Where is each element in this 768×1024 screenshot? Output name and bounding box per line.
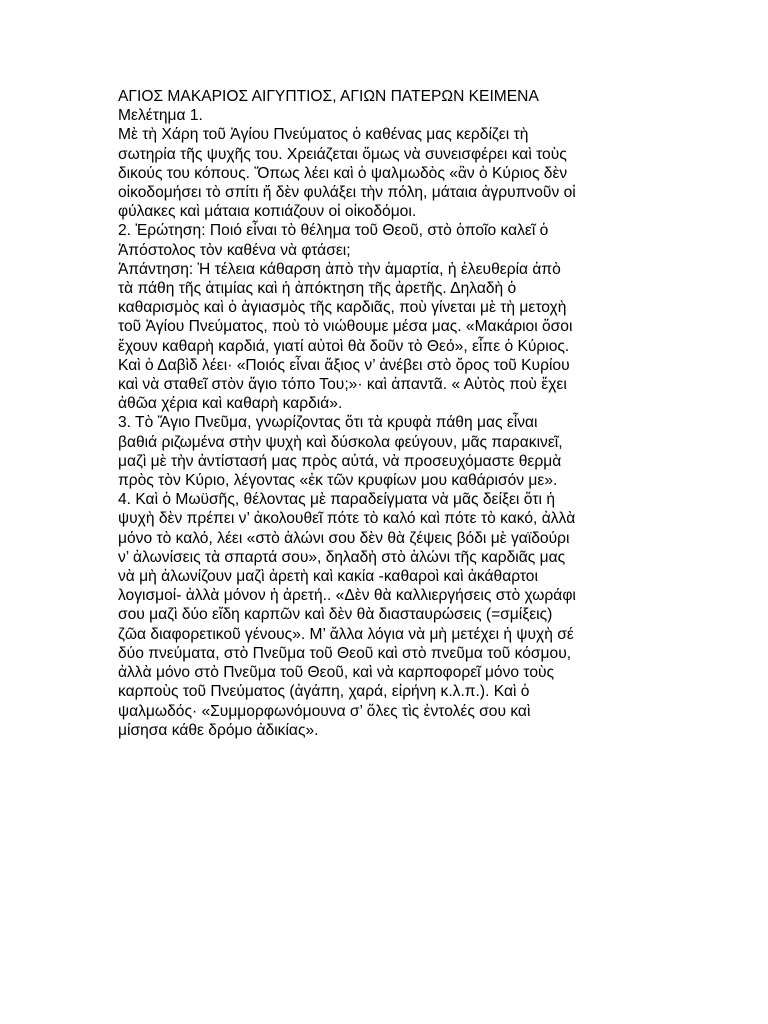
- text-line: μόνο τὸ καλό, λέει «στὸ ἁλώνι σου δὲν θὰ ζέψεις βόδι μὲ γαϊδούρι: [118, 529, 570, 547]
- text-line: σωτηρία τῆς ψυχῆς του. Χρειάζεται ὅμως νὰ συνεισφέρει καὶ τοὺς: [118, 145, 567, 163]
- text-line: Καὶ ὁ Δαβὶδ λέει· «Ποιός εἶναι ἄξιος ν’ ἀνέβει στὸ ὄρος τοῦ Κυρίου: [118, 356, 570, 374]
- text-line: φύλακες καὶ μάταια κοπιάζουν οἱ οἰκοδόμοι.: [118, 203, 417, 221]
- text-line: μίσησα κάθε δρόμο ἀδικίας».: [118, 721, 319, 739]
- text-line: ψυχὴ δὲν πρέπει ν’ ἀκολουθεῖ πότε τὸ καλό καὶ πότε τὸ κακό, ἀλλὰ: [118, 510, 576, 528]
- text-line: βαθιά ριζωμένα στὴν ψυχὴ καὶ δύσκολα φεύγουν, μᾶς παρακινεῖ,: [118, 433, 563, 451]
- text-line: τοῦ Ἁγίου Πνεύματος, ποὺ τὸ νιώθουμε μέσα μας. «Μακάριοι ὅσοι: [118, 318, 573, 336]
- text-line: μαζὶ μὲ τὴν ἀντίστασή μας πρὸς αὐτά, νὰ προσευχόμαστε θερμὰ: [118, 452, 562, 470]
- text-line: ἔχουν καθαρὴ καρδιά, γιατί αὐτοὶ θὰ δοῦν τὸ Θεό», εἶπε ὁ Κύριος.: [118, 337, 570, 355]
- section-heading: Μελέτημα 1.: [118, 107, 203, 125]
- text-line: 4. Καὶ ὁ Μωϋσῆς, θέλοντας μὲ παραδείγματα νὰ μᾶς δείξει ὅτι ἡ: [118, 491, 555, 509]
- text-line: πρὸς τὸν Κύριο, λέγοντας «ἐκ τῶν κρυφίων μου καθάρισόν με».: [118, 472, 558, 490]
- text-line: καρποὺς τοῦ Πνεύματος (ἀγάπη, χαρά, εἰρήνη κ.λ.π.). Καὶ ὁ: [118, 683, 530, 701]
- document-title: ΑΓΙΟΣ ΜΑΚΑΡΙΟΣ ΑΙΓΥΠΤΙΟΣ, ΑΓΙΩΝ ΠΑΤΕΡΩΝ ΚΕΙΜΕΝΑ: [118, 88, 539, 105]
- text-line: 3. Τὸ Ἅγιο Πνεῦμα, γνωρίζοντας ὅτι τὰ κρυφὰ πάθη μας εἶναι: [118, 414, 538, 432]
- text-line: ἀθῶα χέρια καὶ καθαρὴ καρδιά».: [118, 395, 343, 413]
- text-line: νὰ μὴ ἀλωνίζουν μαζὶ ἀρετὴ καὶ κακία -καθαροὶ καὶ ἀκάθαρτοι: [118, 568, 538, 586]
- text-line: ζῶα διαφορετικοῦ γένους». Μ’ ἄλλα λόγια νὰ μὴ μετέχει ἡ ψυχὴ σέ: [118, 625, 574, 643]
- text-line: οἰκοδομήσει τὸ σπίτι ἤ δὲν φυλάξει τὴν πόλη, μάταια ἀγρυπνοῦν οἱ: [118, 184, 576, 202]
- text-line: ν’ ἀλωνίσεις τὰ σπαρτά σου», δηλαδὴ στὸ ἁλώνι τῆς καρδιᾶς μας: [118, 548, 566, 566]
- document-page: [118, 87, 648, 740]
- text-line: δύο πνεύματα, στὸ Πνεῦμα τοῦ Θεοῦ καὶ στὸ πνεῦμα τοῦ κόσμου,: [118, 644, 572, 662]
- text-line: σου μαζὶ δύο εἴδη καρπῶν καὶ δὲν θὰ διασταυρώσεις (=σμίξεις): [118, 606, 553, 624]
- text-line: καὶ νὰ σταθεῖ στὸν ἅγιο τόπο Του;»· καὶ ἀπαντᾶ. « Αὐτὸς ποὺ ἔχει: [118, 376, 567, 394]
- text-line: 2. Ἐρώτηση: Ποιό εἶναι τὸ θέλημα τοῦ Θεοῦ, στὸ ὁποῖο καλεῖ ὁ: [118, 222, 549, 240]
- text-line: Ἀπόστολος τὸν καθένα νὰ φτάσει;: [118, 241, 351, 259]
- text-line: καθαρισμὸς καὶ ὁ ἁγιασμὸς τῆς καρδιᾶς, ποὺ γίνεται μὲ τὴ μετοχὴ: [118, 299, 567, 317]
- text-line: Ἀπάντηση: Ἡ τέλεια κάθαρση ἀπὸ τὴν ἁμαρτία, ἡ ἐλευθερία ἀπὸ: [118, 260, 561, 278]
- text-line: δικούς του κόπους. Ὅπως λέει καὶ ὁ ψαλμωδὸς «ἂν ὁ Κύριος δὲν: [118, 164, 568, 182]
- text-line: ψαλμωδός· «Συμμορφωνόμουνα σ’ ὅλες τὶς ἐντολές σου καὶ: [118, 702, 531, 720]
- text-line: τὰ πάθη τῆς ἀτιμίας καὶ ἡ ἀπόκτηση τῆς ἀρετῆς. Δηλαδὴ ὁ: [118, 280, 517, 298]
- text-line: λογισμοί- ἀλλὰ μόνον ἡ ἀρετή.. «Δὲν θὰ καλλιεργήσεις στὸ χωράφι: [118, 587, 576, 605]
- text-line: ἀλλὰ μόνο στὸ Πνεῦμα τοῦ Θεοῦ, καὶ νὰ καρποφορεῖ μόνο τοὺς: [118, 664, 555, 682]
- text-line: Μὲ τὴ Χάρη τοῦ Ἁγίου Πνεύματος ὁ καθένας μας κερδίζει τὴ: [118, 126, 529, 144]
